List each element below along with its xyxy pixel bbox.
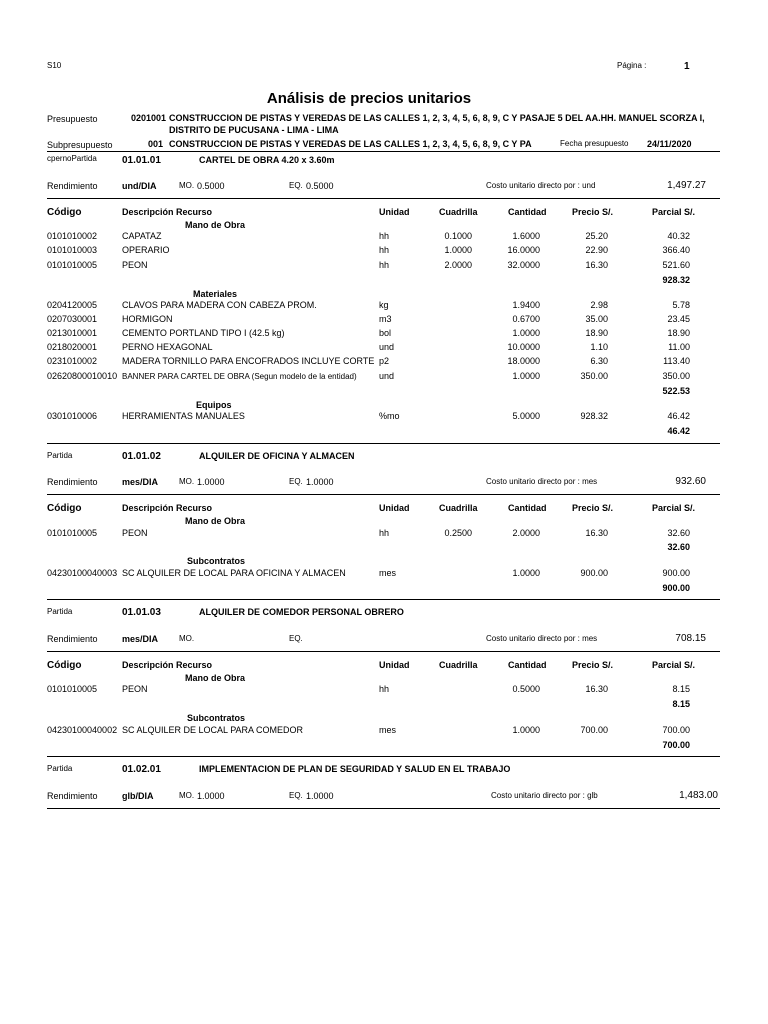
costo-value: 932.60 [675, 476, 706, 487]
row-cantidad: 5.0000 [512, 411, 540, 421]
partida-name: ALQUILER DE COMEDOR PERSONAL OBRERO [199, 607, 404, 617]
row-descripcion: MADERA TORNILLO PARA ENCOFRADOS INCLUYE CORTE [122, 356, 375, 366]
row-cuadrilla: 0.1000 [444, 231, 472, 241]
row-parcial: 113.40 [663, 356, 690, 366]
presupuesto-desc-line2: DISTRITO DE PUCUSANA - LIMA - LIMA [169, 125, 339, 135]
col-header-descripcion: Descripción Recurso [122, 503, 213, 513]
group-subtotal: 46.42 [667, 426, 690, 436]
row-unidad: und [379, 342, 395, 352]
group-subtotal: 900.00 [662, 583, 690, 593]
row-descripcion: CAPATAZ [122, 231, 162, 241]
rendimiento-unit: mes/DIA [122, 477, 159, 487]
row-cantidad: 32.0000 [507, 260, 540, 270]
presupuesto-desc-line1: CONSTRUCCION DE PISTAS Y VEREDAS DE LAS CALLES 1, 2, 3, 4, 5, 6, 8, 9, C Y PASAJE 5 DEL AA.HH. MANUEL SCORZA I, [169, 113, 705, 123]
row-codigo: 02620800010010 [47, 371, 118, 381]
row-unidad: mes [379, 568, 397, 578]
row-parcial: 32.60 [667, 528, 690, 538]
mo-value: 0.5000 [197, 181, 225, 191]
mo-label: MO. [179, 181, 195, 190]
section-divider [47, 808, 720, 809]
row-precio: 2.98 [590, 300, 608, 310]
row-precio: 900.00 [580, 568, 608, 578]
row-descripcion: CEMENTO PORTLAND TIPO I (42.5 kg) [122, 328, 285, 338]
rendimiento-unit: glb/DIA [122, 791, 154, 801]
col-header-unidad: Unidad [379, 660, 410, 670]
row-unidad: hh [379, 231, 390, 241]
row-descripcion: PEON [122, 260, 148, 270]
mo-label: MO. [179, 477, 195, 486]
presupuesto-label: Presupuesto [47, 114, 98, 124]
row-parcial: 700.00 [662, 725, 690, 735]
group-subtotal: 32.60 [667, 542, 690, 552]
row-precio: 928.32 [580, 411, 608, 421]
row-cantidad: 1.0000 [512, 568, 540, 578]
row-cantidad: 18.0000 [507, 356, 540, 366]
costo-label: Costo unitario directo por : mes [486, 634, 598, 643]
row-precio: 22.90 [585, 245, 608, 255]
eq-value: 1.0000 [306, 477, 334, 487]
mo-label: MO. [179, 634, 195, 643]
partida-code: 01.01.03 [122, 607, 161, 618]
row-unidad: %mo [379, 411, 400, 421]
costo-value: 1,497.27 [667, 180, 706, 191]
col-header-parcial: Parcial S/. [652, 503, 696, 513]
subpresupuesto-label: Subpresupuesto [47, 140, 113, 150]
section-divider [47, 443, 720, 444]
row-unidad: hh [379, 245, 390, 255]
col-header-unidad: Unidad [379, 503, 410, 513]
row-cuadrilla: 2.0000 [444, 260, 472, 270]
row-precio: 16.30 [585, 528, 608, 538]
row-precio: 1.10 [590, 342, 608, 352]
row-parcial: 46.42 [667, 411, 690, 421]
row-precio: 700.00 [580, 725, 608, 735]
row-precio: 16.30 [585, 684, 608, 694]
group-title-mano-de-obra: Mano de Obra [185, 673, 246, 683]
row-parcial: 40.32 [667, 231, 690, 241]
partida-code: 01.01.01 [122, 155, 161, 166]
row-codigo: 0218020001 [47, 342, 98, 352]
row-descripcion: PERNO HEXAGONAL [122, 342, 213, 352]
row-descripcion: PEON [122, 528, 148, 538]
row-codigo: 0301010006 [47, 411, 98, 421]
row-descripcion: HERRAMIENTAS MANUALES [122, 411, 245, 421]
row-cantidad: 10.0000 [507, 342, 540, 352]
col-header-parcial: Parcial S/. [652, 660, 696, 670]
group-title-mano-de-obra: Mano de Obra [185, 220, 246, 230]
report-code: S10 [47, 61, 62, 70]
col-header-precio: Precio S/. [572, 207, 614, 217]
fecha-presupuesto-label: Fecha presupuesto [560, 139, 629, 148]
col-header-cantidad: Cantidad [508, 503, 547, 513]
col-header-precio: Precio S/. [572, 660, 614, 670]
subpresupuesto-desc: CONSTRUCCION DE PISTAS Y VEREDAS DE LAS CALLES 1, 2, 3, 4, 5, 6, 8, 9, C Y PA [169, 139, 532, 149]
row-unidad: hh [379, 528, 390, 538]
subpresupuesto-code: 001 [148, 139, 164, 149]
row-unidad: und [379, 371, 395, 381]
eq-value: 0.5000 [306, 181, 334, 191]
row-codigo: 0204120005 [47, 300, 98, 310]
col-header-cantidad: Cantidad [508, 660, 547, 670]
row-descripcion: HORMIGON [122, 314, 173, 324]
eq-label: EQ. [289, 477, 303, 486]
group-title-subcontratos: Subcontratos [187, 713, 246, 723]
row-cantidad: 1.9400 [512, 300, 540, 310]
page-number: 1 [684, 61, 690, 72]
row-codigo: 0213010001 [47, 328, 98, 338]
rendimiento-label: Rendimiento [47, 634, 98, 644]
row-unidad: m3 [379, 314, 392, 324]
row-codigo: 04230100040002 [47, 725, 118, 735]
row-descripcion: PEON [122, 684, 148, 694]
row-cuadrilla: 1.0000 [444, 245, 472, 255]
row-cantidad: 0.6700 [512, 314, 540, 324]
row-codigo: 0231010002 [47, 356, 98, 366]
row-descripcion: OPERARIO [122, 245, 170, 255]
partida-label: Partida [47, 764, 73, 773]
partida-code: 01.01.02 [122, 451, 161, 462]
partida-label: Partida [47, 607, 73, 616]
rendimiento-label: Rendimiento [47, 791, 98, 801]
row-precio: 16.30 [585, 260, 608, 270]
partida-name: CARTEL DE OBRA 4.20 x 3.60m [199, 155, 335, 165]
row-parcial: 5.78 [672, 300, 690, 310]
row-codigo: 0101010005 [47, 528, 98, 538]
row-codigo: 0101010003 [47, 245, 98, 255]
page-title: Análisis de precios unitarios [266, 90, 472, 107]
row-precio: 25.20 [585, 231, 608, 241]
rendimiento-label: Rendimiento [47, 477, 98, 487]
costo-value: 1,483.00 [679, 790, 718, 801]
row-cantidad: 1.0000 [512, 328, 540, 338]
section-divider [47, 198, 720, 199]
group-subtotal: 700.00 [662, 740, 690, 750]
partida-code: 01.02.01 [122, 764, 161, 775]
row-descripcion: SC ALQUILER DE LOCAL PARA COMEDOR [122, 725, 304, 735]
row-codigo: 0207030001 [47, 314, 98, 324]
col-header-codigo: Código [47, 503, 82, 514]
costo-label: Costo unitario directo por : mes [486, 477, 598, 486]
row-cuadrilla: 0.2500 [444, 528, 472, 538]
eq-value: 1.0000 [306, 791, 334, 801]
eq-label: EQ. [289, 791, 303, 800]
costo-label: Costo unitario directo por : und [486, 181, 596, 190]
partida-label: cpernoPartida [47, 154, 97, 163]
section-divider [47, 599, 720, 600]
row-codigo: 04230100040003 [47, 568, 118, 578]
group-title-equipos: Equipos [196, 400, 232, 410]
col-header-codigo: Código [47, 207, 82, 218]
row-parcial: 11.00 [668, 342, 690, 352]
rendimiento-unit: und/DIA [122, 181, 157, 191]
row-precio: 6.30 [590, 356, 608, 366]
presupuesto-code: 0201001 [131, 113, 167, 123]
row-precio: 18.90 [585, 328, 608, 338]
row-descripcion: BANNER PARA CARTEL DE OBRA (Segun modelo de la entidad) [122, 372, 357, 381]
fecha-presupuesto-value: 24/11/2020 [647, 139, 692, 149]
row-codigo: 0101010005 [47, 684, 98, 694]
rendimiento-label: Rendimiento [47, 181, 98, 191]
row-cantidad: 2.0000 [512, 528, 540, 538]
col-header-descripcion: Descripción Recurso [122, 207, 213, 217]
col-header-cuadrilla: Cuadrilla [439, 503, 478, 513]
row-parcial: 8.15 [672, 684, 690, 694]
group-subtotal: 928.32 [662, 275, 690, 285]
partida-name: ALQUILER DE OFICINA Y ALMACEN [199, 451, 355, 461]
eq-label: EQ. [289, 634, 303, 643]
col-header-cantidad: Cantidad [508, 207, 547, 217]
row-codigo: 0101010005 [47, 260, 98, 270]
col-header-precio: Precio S/. [572, 503, 614, 513]
section-divider [47, 651, 720, 652]
col-header-descripcion: Descripción Recurso [122, 660, 213, 670]
rendimiento-unit: mes/DIA [122, 634, 159, 644]
col-header-parcial: Parcial S/. [652, 207, 696, 217]
eq-label: EQ. [289, 181, 303, 190]
section-divider [47, 494, 720, 495]
group-title-mano-de-obra: Mano de Obra [185, 516, 246, 526]
section-divider [47, 151, 720, 152]
mo-value: 1.0000 [197, 791, 225, 801]
group-subtotal: 8.15 [672, 699, 690, 709]
row-cantidad: 1.0000 [512, 371, 540, 381]
row-descripcion: CLAVOS PARA MADERA CON CABEZA PROM. [122, 300, 317, 310]
page-label: Página : [617, 61, 647, 70]
row-cantidad: 0.5000 [512, 684, 540, 694]
row-unidad: hh [379, 684, 390, 694]
row-parcial: 521.60 [662, 260, 690, 270]
group-subtotal: 522.53 [662, 386, 690, 396]
row-descripcion: SC ALQUILER DE LOCAL PARA OFICINA Y ALMACEN [122, 568, 346, 578]
row-precio: 350.00 [580, 371, 608, 381]
row-parcial: 350.00 [662, 371, 690, 381]
partida-name: IMPLEMENTACION DE PLAN DE SEGURIDAD Y SALUD EN EL TRABAJO [199, 764, 511, 774]
mo-label: MO. [179, 791, 195, 800]
col-header-codigo: Código [47, 660, 82, 671]
partida-label: Partida [47, 451, 73, 460]
row-parcial: 18.90 [667, 328, 690, 338]
section-divider [47, 756, 720, 757]
row-unidad: hh [379, 260, 390, 270]
group-title-subcontratos: Subcontratos [187, 556, 246, 566]
row-cantidad: 1.6000 [512, 231, 540, 241]
mo-value: 1.0000 [197, 477, 225, 487]
costo-value: 708.15 [675, 633, 706, 644]
row-codigo: 0101010002 [47, 231, 98, 241]
row-precio: 35.00 [585, 314, 608, 324]
row-unidad: mes [379, 725, 397, 735]
col-header-cuadrilla: Cuadrilla [439, 660, 478, 670]
row-parcial: 23.45 [667, 314, 690, 324]
row-unidad: p2 [379, 356, 390, 366]
col-header-unidad: Unidad [379, 207, 410, 217]
costo-label: Costo unitario directo por : glb [491, 791, 598, 800]
row-parcial: 900.00 [662, 568, 690, 578]
group-title-materiales: Materiales [193, 289, 238, 299]
row-cantidad: 16.0000 [507, 245, 540, 255]
row-cantidad: 1.0000 [512, 725, 540, 735]
row-parcial: 366.40 [662, 245, 690, 255]
row-unidad: bol [379, 328, 392, 338]
col-header-cuadrilla: Cuadrilla [439, 207, 478, 217]
row-unidad: kg [379, 300, 389, 310]
